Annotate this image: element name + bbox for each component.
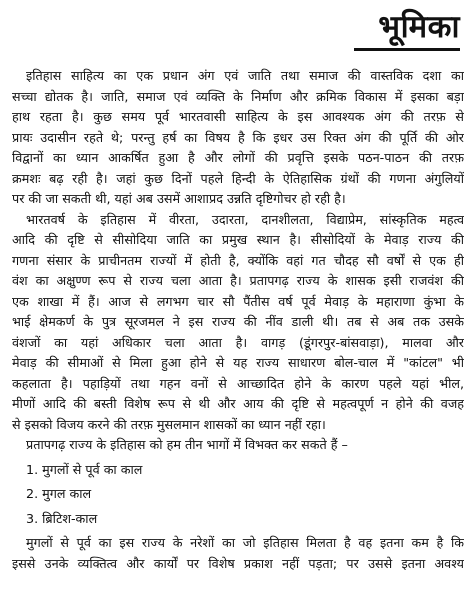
text-line: पर की जा सकती थी, यहां अब उसमें आशाप्रद उन्नति दृष्टिगोचर हो रही है। xyxy=(12,191,346,206)
text-line: क्रमशः बढ़ रही है। जहां कुछ दिनों पहले हिन्दी के ऐतिहासिक ग्रंथों की गणना अंगुलियों xyxy=(12,170,464,186)
period-list xyxy=(12,460,464,530)
text-line: वंशजों का यहां अधिकार चला आता है। वागड़ (डूंगरपुर-बांसवाड़ा), मालवा और xyxy=(12,334,464,350)
text-line: से इसको विजय करने की तरफ़ मुसलमान शासकों का ध्यान नहीं रहा। xyxy=(12,416,326,432)
text-line: भारतवर्ष के इतिहास में वीरता, उदारता, दानशीलता, विद्याप्रेम, सांस्कृतिक महत्व xyxy=(26,211,464,227)
paragraph-intro xyxy=(12,66,464,210)
page-title: भूमिका xyxy=(378,9,460,45)
text-line: आदि की दृष्टि से सीसोदिया जाति का प्रमुख स्थान है। सीसोदियों के मेवाड़ राज्य की xyxy=(12,232,464,247)
text-line: मेवाड़ की सीमाओं से मिला हुआ होने से यह राज्य साधारण बोल-चाल में "कांटल" भी xyxy=(12,355,464,370)
text-line: कहलाता है। पहाड़ियों तथा गहन वनों से आच्छादित होने के कारण पहले यहां भील, xyxy=(12,375,464,391)
text-line: मीणों आदि की बस्ती विशेष रूप से थी और आय की दृष्टि से महत्वपूर्ण न होने की वजह xyxy=(12,396,464,411)
list-item: 2. मुगल काल xyxy=(26,486,92,501)
text-line: इससे उनके व्यक्तित्व और कार्यों पर विशेष प्रकाश नहीं पड़ता; पर उससे इतना अवश्य xyxy=(12,555,464,571)
paragraph-divisions xyxy=(12,435,464,456)
list-item: 1. मुगलों से पूर्व का काल xyxy=(26,461,143,477)
text-line: सच्चा द्योतक है। जाति, समाज एवं व्यक्ति के निर्माण और क्रमिक विकास में इसका बड़ा xyxy=(12,88,464,104)
title-underline xyxy=(354,48,460,51)
text-line: एक शाखा में हैं। आज से लगभग चार सौ पैंतीस वर्ष पूर्व मेवाड़ के महाराणा कुंभा के xyxy=(12,293,464,309)
text-line: प्रतापगढ़ राज्य के इतिहास को हम तीन भागों में विभक्त कर सकते हैं – xyxy=(26,437,348,452)
text-line: भाई क्षेमकर्ण के पुत्र सूरजमल ने इस राज्य की नींव डाली थी। तब से अब तक उसके xyxy=(12,314,464,329)
text-line: हाथ रहता है। कुछ समय पूर्व भारतवासी साहित्य के इस आवश्यक अंग की तरफ़ से xyxy=(12,109,464,124)
list-item: 3. ब्रिटिश-काल xyxy=(26,510,98,526)
text-line: मुगलों से पूर्व का इस राज्य के नरेशों का जो इतिहास मिलता है वह इतना कम है कि xyxy=(26,535,464,550)
text-line: प्रायः उदासीन रहते थे; परन्तु हर्ष का विषय है कि इधर उस रिक्त अंग की पूर्ति की ओर xyxy=(12,129,464,145)
text-line: विद्वानों का ध्यान आकर्षित हुआ है और लोगों की प्रवृत्ति इसके पठन-पाठन की तरफ़ xyxy=(12,150,464,165)
body-text xyxy=(12,66,464,574)
text-line: वंश का अक्षुण्ण रूप से राज्य चला आता है। प्रतापगढ़ राज्य के शासक इसी राजवंश की xyxy=(12,273,464,288)
text-line: इतिहास साहित्य का एक प्रधान अंग एवं जाति तथा समाज की वास्तविक दशा का xyxy=(26,68,464,83)
text-line: गणना संसार के प्राचीनतम राज्यों में होती है, क्योंकि वहां गत चौदह सौ वर्षों से एक ही xyxy=(12,252,464,268)
paragraph-closing xyxy=(12,533,464,574)
heading-block xyxy=(350,8,460,54)
paragraph-history xyxy=(12,210,464,436)
